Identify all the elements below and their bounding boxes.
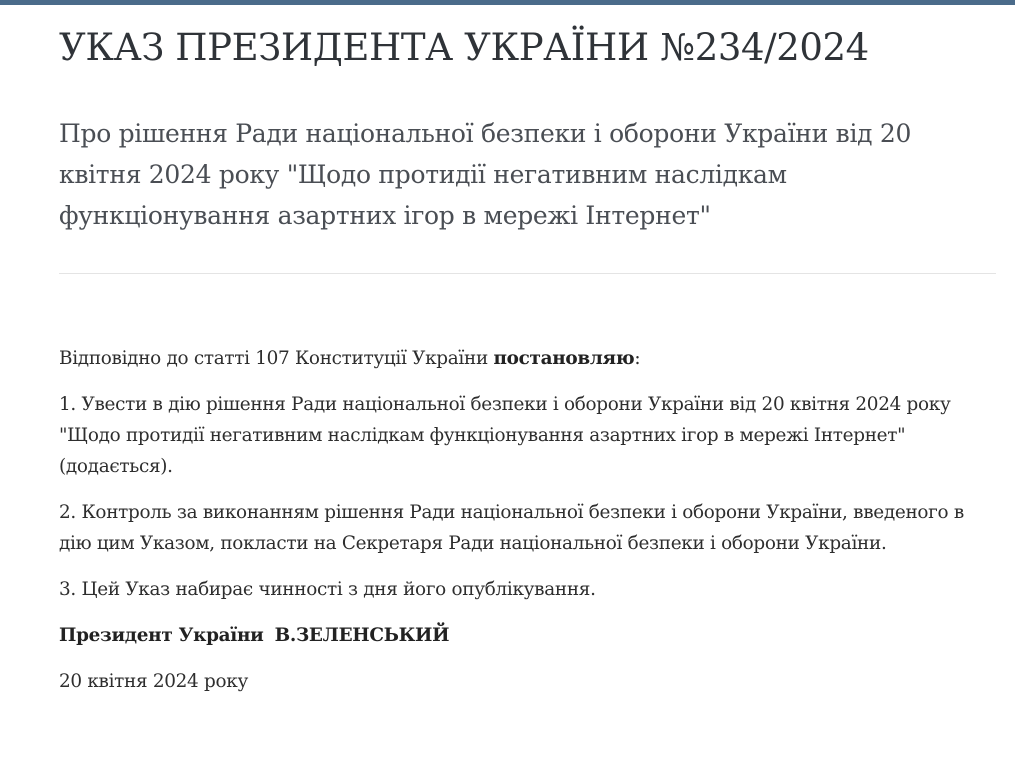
decree-preamble (59, 343, 999, 374)
decree-date: 20 квітня 2024 року (59, 671, 248, 692)
signature-name: В.ЗЕЛЕНСЬКИЙ (274, 625, 450, 646)
decree-body (59, 343, 999, 712)
top-accent-bar (0, 0, 1015, 5)
decree-title: УКАЗ ПРЕЗИДЕНТА УКРАЇНИ №234/2024 (59, 26, 869, 69)
preamble-keyword: постановляю (493, 348, 635, 369)
decree-subtitle: Про рішення Ради національної безпеки і оборони України від 20 квітня 2024 року "Щодо протидії негативним наслідкам функціонування азартних ігор в мережі Інтернет" (59, 119, 912, 230)
decree-item-3: 3. Цей Указ набирає чинності з дня його опублікування. (59, 579, 596, 600)
preamble-text: Відповідно до статті 107 Конституції України (59, 348, 494, 369)
decree-item-1: 1. Увести в дію рішення Ради національної безпеки і оборони України від 20 квітня 2024 року "Щодо протидії негативним наслідкам функціонування азартних ігор в мережі Інтернет" (додається). (59, 394, 951, 477)
decree-item-2: 2. Контроль за виконанням рішення Ради національної безпеки і оборони України, введеного в дію цим Указом, покласти на Секретаря Ради національної безпеки і оборони України. (59, 502, 964, 554)
preamble-suffix: : (634, 348, 641, 369)
decree-signature (59, 620, 999, 651)
section-divider (59, 273, 996, 274)
signature-position: Президент України (59, 625, 264, 646)
